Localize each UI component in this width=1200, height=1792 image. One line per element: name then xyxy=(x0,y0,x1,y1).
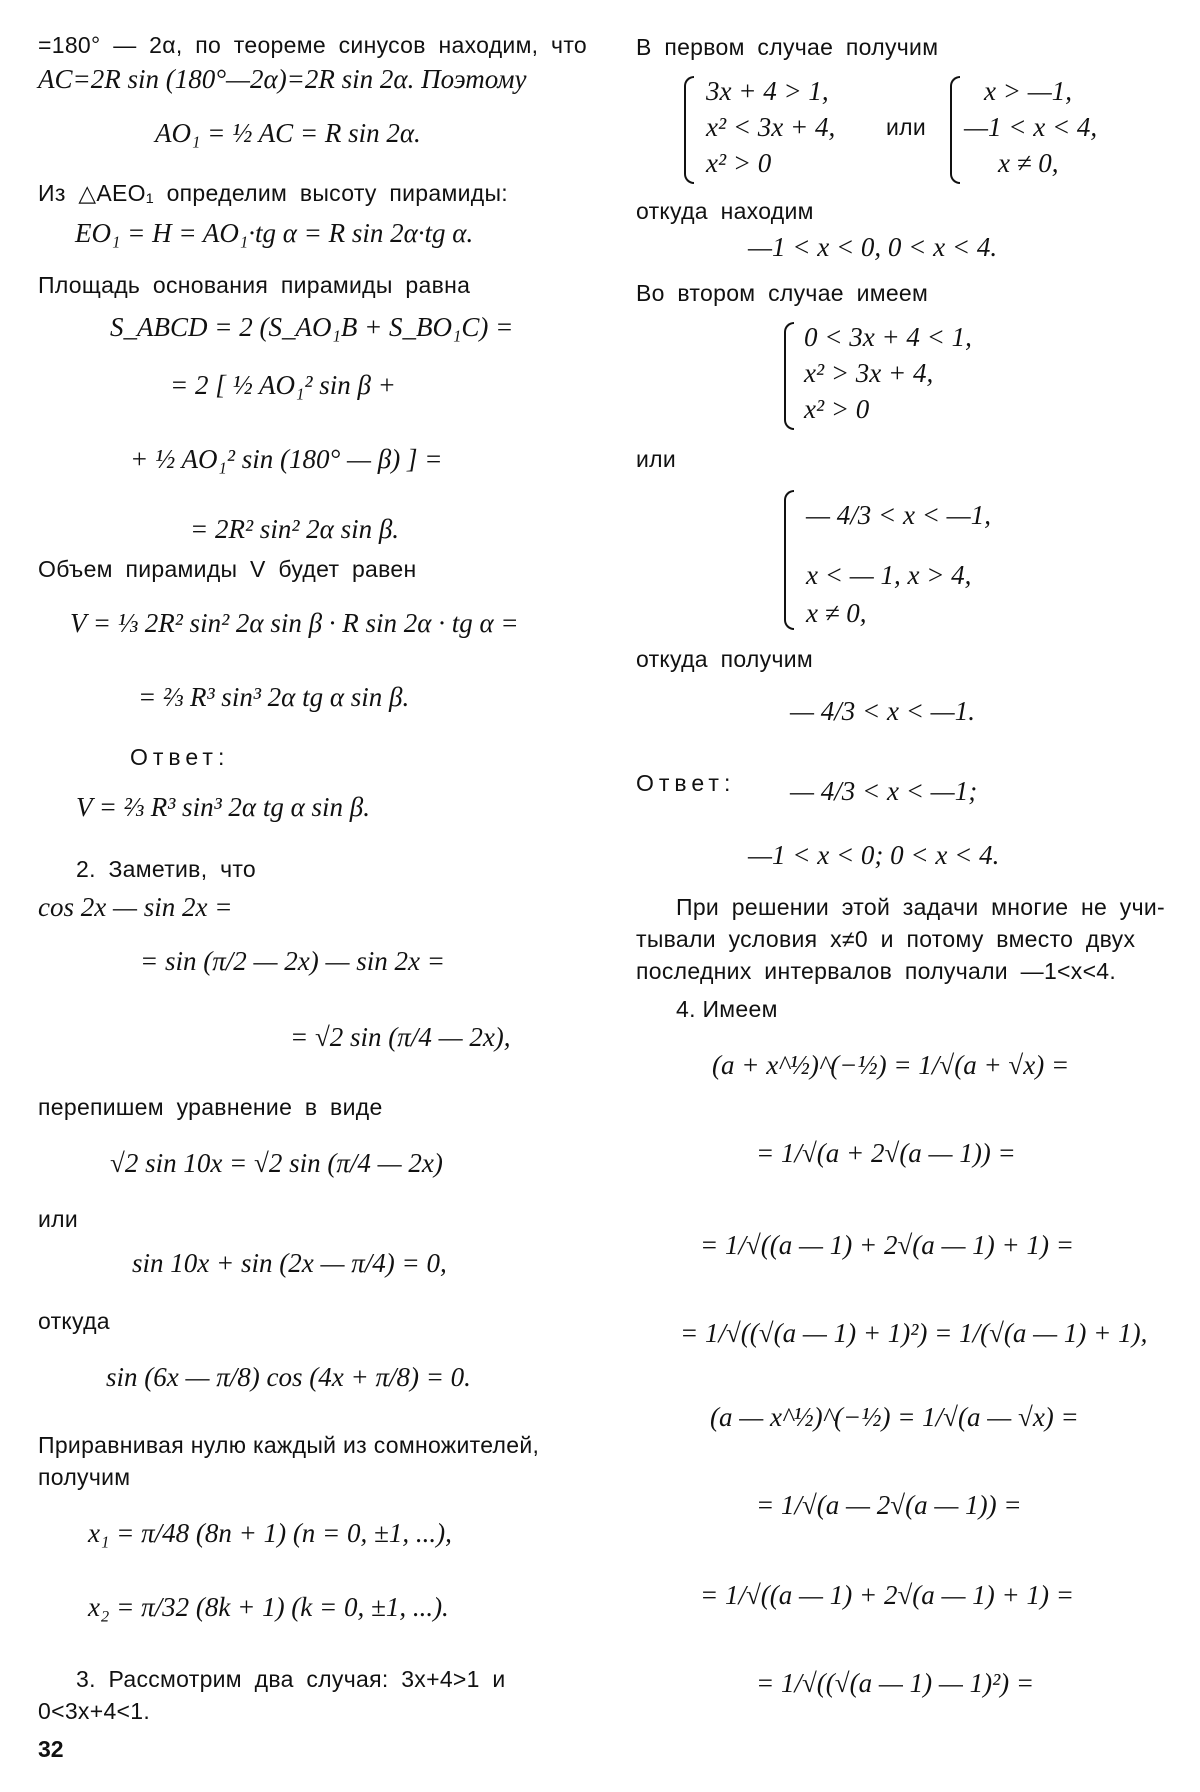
text-line: Объем пирамиды V будет равен xyxy=(38,556,417,582)
formula: — 4/3 < x < —1. xyxy=(790,696,975,726)
text-line: 0<3x+4<1. xyxy=(38,1698,151,1724)
text-line: Из △AEO₁ определим высоту пирамиды: xyxy=(38,180,508,206)
formula: V = ⅓ 2R² sin² 2α sin β · R sin 2α · tg α = xyxy=(70,608,519,638)
text-line: откуда находим xyxy=(636,198,814,224)
formula: — 4/3 < x < —1, xyxy=(806,500,991,530)
formula: V = ⅔ R³ sin³ 2α tg α sin β. xyxy=(76,792,370,822)
text-line: При решении этой задачи многие не учи- xyxy=(676,894,1165,920)
formula: = 1/√((√(a — 1) + 1)²) = 1/(√(a — 1) + 1), xyxy=(680,1318,1148,1348)
problem-heading: 3. Рассмотрим два случая: 3x+4>1 и xyxy=(76,1666,506,1692)
problem-heading: 2. Заметив, что xyxy=(76,856,257,882)
formula: —1 < x < 0; 0 < x < 4. xyxy=(748,840,1000,870)
system-brace xyxy=(784,322,794,430)
formula: = 1/√((√(a — 1) — 1)²) = xyxy=(756,1668,1035,1698)
formula: 3x + 4 > 1, xyxy=(706,76,829,106)
text-line: AC=2R sin (180°—2α)=2R sin 2α. Поэтому xyxy=(38,64,527,94)
formula: EO₁ = H = AO₁·tg α = R sin 2α·tg α. xyxy=(75,218,474,248)
formula: x² > 0 xyxy=(804,394,870,424)
formula: x₂ = π/32 (8k + 1) (k = 0, ±1, ...). xyxy=(88,1592,449,1622)
formula: = 1/√((a — 1) + 2√(a — 1) + 1) = xyxy=(700,1580,1074,1610)
text-line: Приравнивая нулю каждый из сомножителей, xyxy=(38,1432,540,1458)
text-line: перепишем уравнение в виде xyxy=(38,1094,383,1120)
text-line: тывали условия x≠0 и потому вместо двух xyxy=(636,926,1136,952)
text-line: В первом случае получим xyxy=(636,34,939,60)
answer-label: Ответ: xyxy=(130,744,230,770)
problem-heading: 4. Имеем xyxy=(676,996,778,1022)
formula: = 2R² sin² 2α sin β. xyxy=(190,514,400,544)
system-brace xyxy=(950,76,960,184)
formula: = sin (π/2 — 2x) — sin 2x = xyxy=(140,946,445,976)
formula: —1 < x < 0, 0 < x < 4. xyxy=(748,232,998,262)
formula: √2 sin 10x = √2 sin (π/4 — 2x) xyxy=(110,1148,443,1178)
formula: x² > 0 xyxy=(706,148,772,178)
answer-label: Ответ: xyxy=(636,770,736,796)
formula: = 2 [ ½ AO₁² sin β + xyxy=(170,370,396,400)
formula: AO₁ = ½ AC = R sin 2α. xyxy=(155,118,421,148)
formula: = 1/√(a + 2√(a — 1)) = xyxy=(756,1138,1016,1168)
formula: = ⅔ R³ sin³ 2α tg α sin β. xyxy=(138,682,410,712)
formula: —1 < x < 4, xyxy=(964,112,1098,142)
text-line: откуда получим xyxy=(636,646,813,672)
formula: x² > 3x + 4, xyxy=(804,358,934,388)
formula: 0 < 3x + 4 < 1, xyxy=(804,322,972,352)
text-line: последних интервалов получали —1<x<4. xyxy=(636,958,1117,984)
formula: (a + x^½)^(−½) = 1/√(a + √x) = xyxy=(712,1050,1070,1080)
formula: x ≠ 0, xyxy=(998,148,1059,178)
text-line: или xyxy=(38,1206,79,1232)
formula: x < — 1, x > 4, xyxy=(806,560,972,590)
formula: sin 10x + sin (2x — π/4) = 0, xyxy=(132,1248,447,1278)
text-line: Во втором случае имеем xyxy=(636,280,929,306)
formula: x² < 3x + 4, xyxy=(706,112,836,142)
formula: x > —1, xyxy=(984,76,1072,106)
formula: x₁ = π/48 (8n + 1) (n = 0, ±1, ...), xyxy=(88,1518,452,1548)
formula: x ≠ 0, xyxy=(806,598,867,628)
text-line: или xyxy=(636,446,677,472)
formula: S_ABCD = 2 (S_AO₁B + S_BO₁C) = xyxy=(110,312,514,342)
system-brace xyxy=(684,76,694,184)
formula: = 1/√(a — 2√(a — 1)) = xyxy=(756,1490,1022,1520)
text-line: или xyxy=(886,114,927,140)
text-line: =180° — 2α, по теореме синусов находим, что xyxy=(38,32,588,58)
formula: cos 2x — sin 2x = xyxy=(38,892,233,922)
text-line: Площадь основания пирамиды равна xyxy=(38,272,471,298)
formula: + ½ AO₁² sin (180° — β) ] = xyxy=(130,444,443,474)
system-brace xyxy=(784,490,794,630)
formula: = √2 sin (π/4 — 2x), xyxy=(290,1022,511,1052)
text-line: откуда xyxy=(38,1308,110,1334)
formula: = 1/√((a — 1) + 2√(a — 1) + 1) = xyxy=(700,1230,1074,1260)
formula: sin (6x — π/8) cos (4x + π/8) = 0. xyxy=(106,1362,471,1392)
page-number: 32 xyxy=(38,1736,64,1762)
text-line: получим xyxy=(38,1464,131,1490)
formula: (a — x^½)^(−½) = 1/√(a — √x) = xyxy=(710,1402,1079,1432)
formula: — 4/3 < x < —1; xyxy=(790,776,978,806)
